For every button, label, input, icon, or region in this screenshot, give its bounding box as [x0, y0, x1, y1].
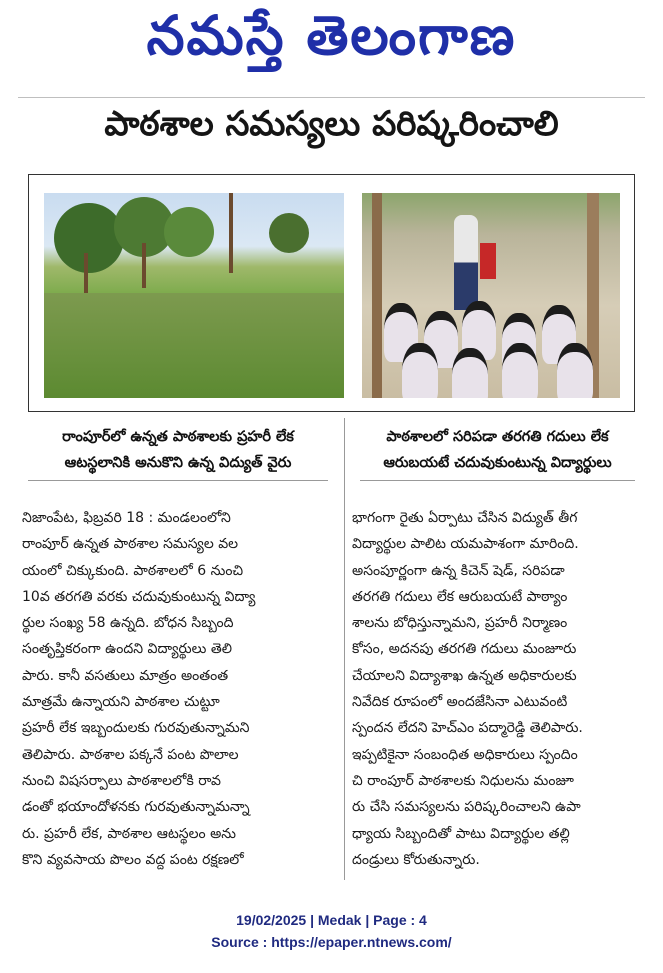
tree-trunk: [142, 243, 146, 288]
tree-shape: [269, 213, 309, 253]
classroom-photo: [362, 193, 620, 398]
caption-left-line1: రాంపూర్‌లో ఉన్నత పాఠశాలకు ప్రహరీ లేక: [62, 429, 294, 445]
student-figure: [502, 343, 538, 398]
student-figure: [452, 348, 488, 398]
teacher-figure: [454, 215, 478, 310]
masthead-title: నమస్తే తెలంగాణ: [146, 4, 517, 67]
student-figure: [557, 343, 593, 398]
photo-frame: [28, 174, 635, 412]
caption-left-line2: ఆటస్థలానికి అనుకొని ఉన్న విద్యుత్‌ వైరు: [64, 455, 292, 471]
article-column-right: భాగంగా రైతు ఏర్పాటు చేసిన విద్యుత్‌ తీగ విద్యార్థుల పాలిట యమపాశంగా మారింది. అసంపూర్ణంగా ఉన్న కిచెన్‌ షెడ్‌, సరిపడా తరగతి గదులు లేక ఆరుబయటే పాఠ్యాం శాలను బోధిస్తున్నామని, ప్రహరీ నిర్మాణం కోసం, అదనపు తరగతి గదులు మంజూరు చేయాలని విద్యాశాఖ ఉన్నత అధికారులకు నివేదిక రూపంలో అందజేసినా ఎటువంటి స్పందన లేదని హెచ్‌ఎం పద్మారెడ్డి తెలిపారు. ఇప్పటికైనా సంబంధిత అధికారులు స్పందిం చి రాంపూర్‌ పాఠశాలకు నిధులను మంజూ రు చేసి సమస్యలను పరిష్కరించాలని ఉపా ధ్యాయ సిబ్బందితో పాటు విద్యార్థుల తల్లి దండ్రులు కోరుతున్నారు.: [352, 510, 583, 868]
masthead: [0, 0, 663, 88]
caption-right: [360, 424, 635, 476]
caption-right-line1: పాఠశాలలో సరిపడా తరగతి గదులు లేక: [386, 429, 609, 445]
electric-pole: [229, 193, 233, 273]
student-figure: [402, 343, 438, 398]
article-column-left: నిజాంపేట, ఫిబ్రవరి 18 : మండలంలోని రాంపూర్‌ ఉన్నత పాఠశాల సమస్యల వల యంలో చిక్కుకుంది. పాఠశాలలో 6 నుంచి 10వ తరగతి వరకు చదువుకుంటున్న విద్యా ర్థుల సంఖ్య 58 ఉన్నది. బోధన సిబ్బంది సంతృప్తికరంగా ఉందని విద్యార్థులు తెలి పారు. కానీ వసతులు మాత్రం అంతంత మాత్రమే ఉన్నాయని పాఠశాల చుట్టూ ప్రహరీ లేక ఇబ్బందులకు గురవుతున్నామని తెలిపారు. పాఠశాల పక్కనే పంట పొలాల నుంచి విషసర్పాలు పాఠశాలలోకి రావ డంతో భయాందోళనకు గురవుతున్నామన్నా రు. ప్రహరీ లేక, పాఠశాల ఆటస్థలం అను కొని వ్యవసాయ పొలం వద్ద పంట రక్షణలో: [22, 510, 256, 868]
grass-field: [44, 293, 344, 398]
tree-trunk: [84, 253, 88, 293]
caption-divider-right: [360, 480, 635, 481]
red-chair: [480, 243, 496, 279]
footer-date-line: 19/02/2025 | Medak | Page : 4: [236, 912, 427, 928]
tree-shape: [164, 207, 214, 257]
caption-right-line2: ఆరుబయటే చదువుకుంటున్న విద్యార్థులు: [383, 455, 612, 471]
footer-source-line: Source : https://epaper.ntnews.com/: [211, 934, 452, 950]
caption-left: [28, 424, 328, 476]
field-photo: [44, 193, 344, 398]
column-divider: [344, 418, 345, 880]
tree-trunk: [372, 193, 382, 398]
masthead-divider: [18, 97, 645, 98]
caption-divider-left: [28, 480, 328, 481]
article-headline: పాఠశాల సమస్యలు పరిష్కరించాలి: [104, 104, 559, 144]
tree-shape: [54, 203, 124, 273]
